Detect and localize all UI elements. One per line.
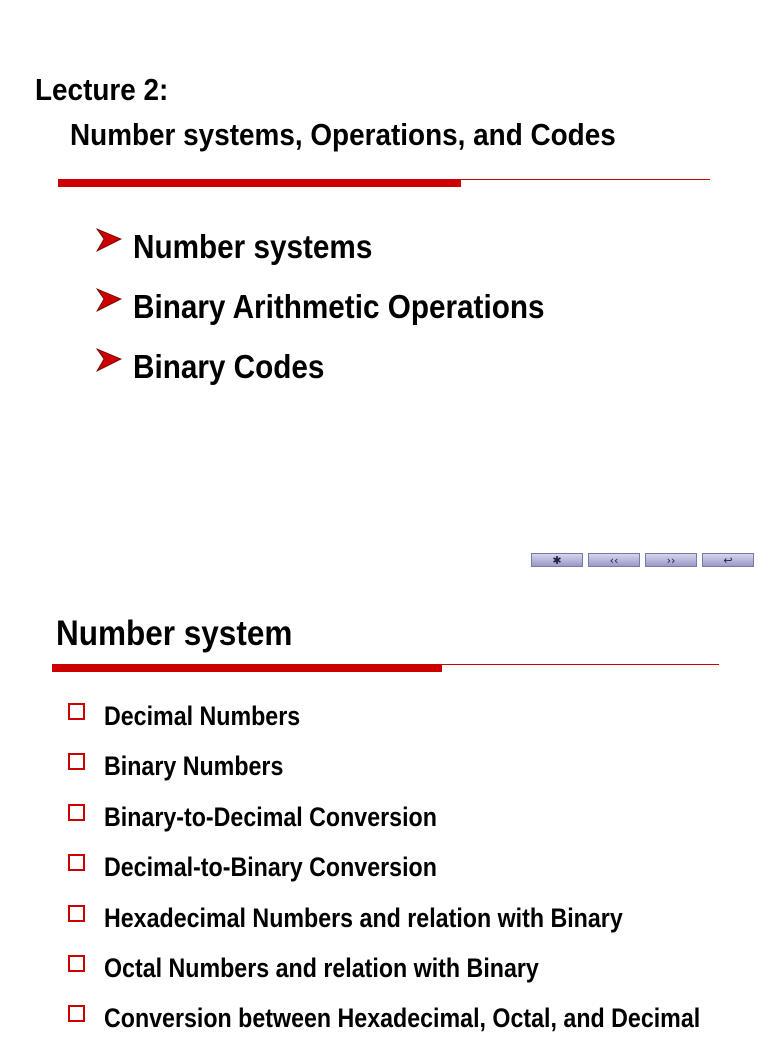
red-arrowhead-icon [95, 345, 133, 375]
return-icon: ↩ [723, 553, 733, 567]
agenda-item [95, 285, 590, 345]
title-divider-thin [461, 179, 710, 180]
agenda-item [95, 225, 590, 285]
nav-home-button[interactable] [531, 553, 583, 567]
agenda-item [95, 345, 590, 405]
agenda-list [95, 225, 590, 405]
slide-title-topic: Number systems, Operations, and Codes [70, 117, 616, 152]
topic-item-label: Decimal-to-Binary Conversion [104, 852, 437, 883]
slide-title: Number system [56, 614, 293, 653]
topic-item-label: Binary Numbers [104, 751, 284, 782]
square-bullet-icon [68, 905, 85, 922]
title-divider-thin [442, 664, 719, 665]
rewind-icon: ‹‹ [609, 553, 619, 567]
square-bullet-icon [68, 753, 85, 770]
topic-item-label: Conversion between Hexadecimal, Octal, and Decimal [104, 1003, 701, 1034]
square-bullet-icon [68, 703, 85, 720]
nav-next-button[interactable] [645, 553, 697, 567]
topic-item [68, 901, 768, 951]
red-arrowhead-icon [95, 285, 133, 315]
topic-item [68, 850, 768, 900]
topic-item-label: Hexadecimal Numbers and relation with Binary [104, 902, 623, 933]
topic-item [68, 699, 768, 749]
slide-number-system [0, 580, 768, 1034]
nav-return-button[interactable] [702, 553, 754, 567]
topic-item-label: Decimal Numbers [104, 701, 301, 731]
square-bullet-icon [68, 1005, 85, 1022]
topic-item [68, 749, 768, 799]
topic-item-label: Binary-to-Decimal Conversion [104, 801, 437, 832]
topic-item [68, 951, 768, 1001]
nav-previous-button[interactable] [588, 553, 640, 567]
agenda-item-label: Binary Arithmetic Operations [133, 288, 545, 325]
title-divider-thick [58, 179, 461, 187]
agenda-item-label: Number systems [133, 228, 373, 265]
title-divider-thick [52, 664, 442, 672]
slide-navigation-bar [531, 553, 754, 567]
asterisk-icon: ✱ [552, 553, 562, 567]
agenda-item-label: Binary Codes [133, 348, 325, 385]
fast-forward-icon: ›› [666, 553, 676, 567]
red-arrowhead-icon [95, 225, 133, 255]
square-bullet-icon [68, 854, 85, 871]
topic-item-label: Octal Numbers and relation with Binary [104, 952, 539, 983]
topic-item [68, 800, 768, 850]
topic-list [68, 699, 768, 1052]
topic-item [68, 1001, 768, 1051]
square-bullet-icon [68, 955, 85, 972]
slide-title-lecture-number: Lecture 2: [35, 72, 169, 107]
square-bullet-icon [68, 804, 85, 821]
